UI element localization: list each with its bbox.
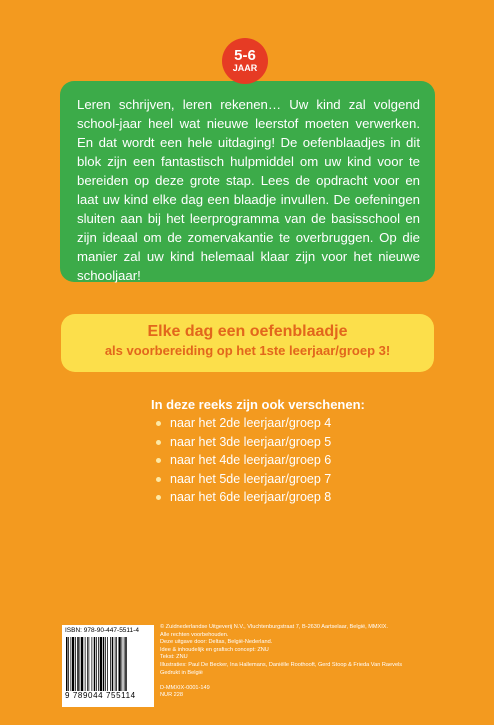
colophon-line: Idee & inhoudelijk en grafisch concept: ZNU <box>160 646 269 653</box>
barcode-bar <box>125 637 127 691</box>
bullet-icon <box>156 421 161 426</box>
barcode-bar <box>107 637 108 691</box>
colophon-line: Gedrukt in België <box>160 669 203 676</box>
colophon-line: Alle rechten voorbehouden. <box>160 631 229 638</box>
age-range: 5-6 <box>234 47 256 64</box>
barcode-bar <box>75 637 76 691</box>
barcode-bar <box>89 637 90 691</box>
promo-box <box>61 314 434 372</box>
barcode-bar <box>119 637 121 691</box>
barcode-bar <box>92 637 93 691</box>
bullet-icon <box>156 495 161 500</box>
series-item-label: naar het 4de leerjaar/groep 6 <box>170 453 332 467</box>
barcode-bar <box>71 637 72 691</box>
promo-subtitle: als voorbereiding op het 1ste leerjaar/groep 3! <box>104 343 391 358</box>
barcode-bar <box>105 637 106 691</box>
list-item <box>156 433 331 452</box>
list-item <box>156 488 331 507</box>
barcode-bar <box>110 637 111 691</box>
colophon-line: Tekst: ZNU <box>160 654 188 661</box>
isbn-box <box>62 625 154 707</box>
list-item <box>156 414 331 433</box>
series-item-label: naar het 2de leerjaar/groep 4 <box>170 416 332 430</box>
barcode-bar <box>116 637 117 691</box>
promo-title: Elke dag een oefenblaadje <box>147 323 348 340</box>
barcode-bar <box>98 637 99 691</box>
barcode-bar <box>94 637 96 691</box>
list-item <box>156 470 331 489</box>
barcode-bar <box>122 637 123 691</box>
series-item-label: naar het 6de leerjaar/groep 8 <box>170 490 332 504</box>
barcode-bar <box>72 637 74 691</box>
colophon-line: Deze uitgave door: Deltas, België-Nederland. <box>160 639 273 646</box>
barcode-bar <box>81 637 83 691</box>
colophon-line: © Zuidnederlandse Uitgeverij N.V., Vluchtenburgstraat 7, B-2630 Aartselaar, België, MMXIX. <box>160 624 389 630</box>
colophon-line: D-MMXIX-0001-149 <box>160 684 210 691</box>
colophon-line: Illustraties: Paul De Becker, Ina Hallemans, Daniëlle Roothooft, Gerd Stoop & Frieda Van Raevels <box>160 661 403 668</box>
barcode-icon <box>65 637 151 691</box>
bullet-icon <box>156 458 161 463</box>
barcode-bar <box>124 637 125 691</box>
intro-box <box>60 81 435 282</box>
bullet-icon <box>156 477 161 482</box>
barcode-bar <box>80 637 81 691</box>
barcode-bar <box>115 637 116 691</box>
series-item-label: naar het 5de leerjaar/groep 7 <box>170 471 332 486</box>
age-badge <box>222 38 268 84</box>
colophon-line <box>160 677 450 685</box>
barcode-bar <box>68 637 69 691</box>
age-unit: JAAR <box>232 63 258 73</box>
barcode-bar <box>112 637 114 691</box>
barcode-bar <box>66 637 68 691</box>
barcode-bar <box>100 637 102 691</box>
barcode-bar <box>77 637 79 691</box>
bullet-icon <box>156 440 161 445</box>
barcode-bar <box>85 637 86 691</box>
intro-text: Leren schrijven, leren rekenen… Uw kind zal volgend school-jaar heel wat nieuwe leerstof moeten verwerken. En dat wordt een hele uitdaging! De oefenblaadjes in dit blok zijn een fantastisch hulpmiddel om uw kind voor te bereiden op deze grote stap. Lees de opdracht voor en laat uw kind elke dag een blaadje invullen. De oefeningen sluiten aan bij het leerprogramma van de basisschool en zijn ideaal om de zomervakantie te overbruggen. Op die manier zal uw kind helemaal klaar zijn voor het nieuwe schooljaar! <box>77 97 420 283</box>
barcode-bar <box>87 637 88 691</box>
list-item <box>156 451 331 470</box>
colophon-line: NUR 228 <box>160 692 184 699</box>
series-heading: In deze reeks zijn ook verschenen: <box>151 397 365 412</box>
barcode-digits: 9 789044 755114 <box>65 691 136 700</box>
barcode-bar <box>96 637 97 691</box>
barcode-bar <box>103 637 105 691</box>
series-item-label: naar het 3de leerjaar/groep 5 <box>170 434 332 449</box>
colophon <box>160 624 450 700</box>
series-list <box>156 414 331 507</box>
isbn-label: ISBN: 978-90-447-5511-4 <box>65 627 139 634</box>
